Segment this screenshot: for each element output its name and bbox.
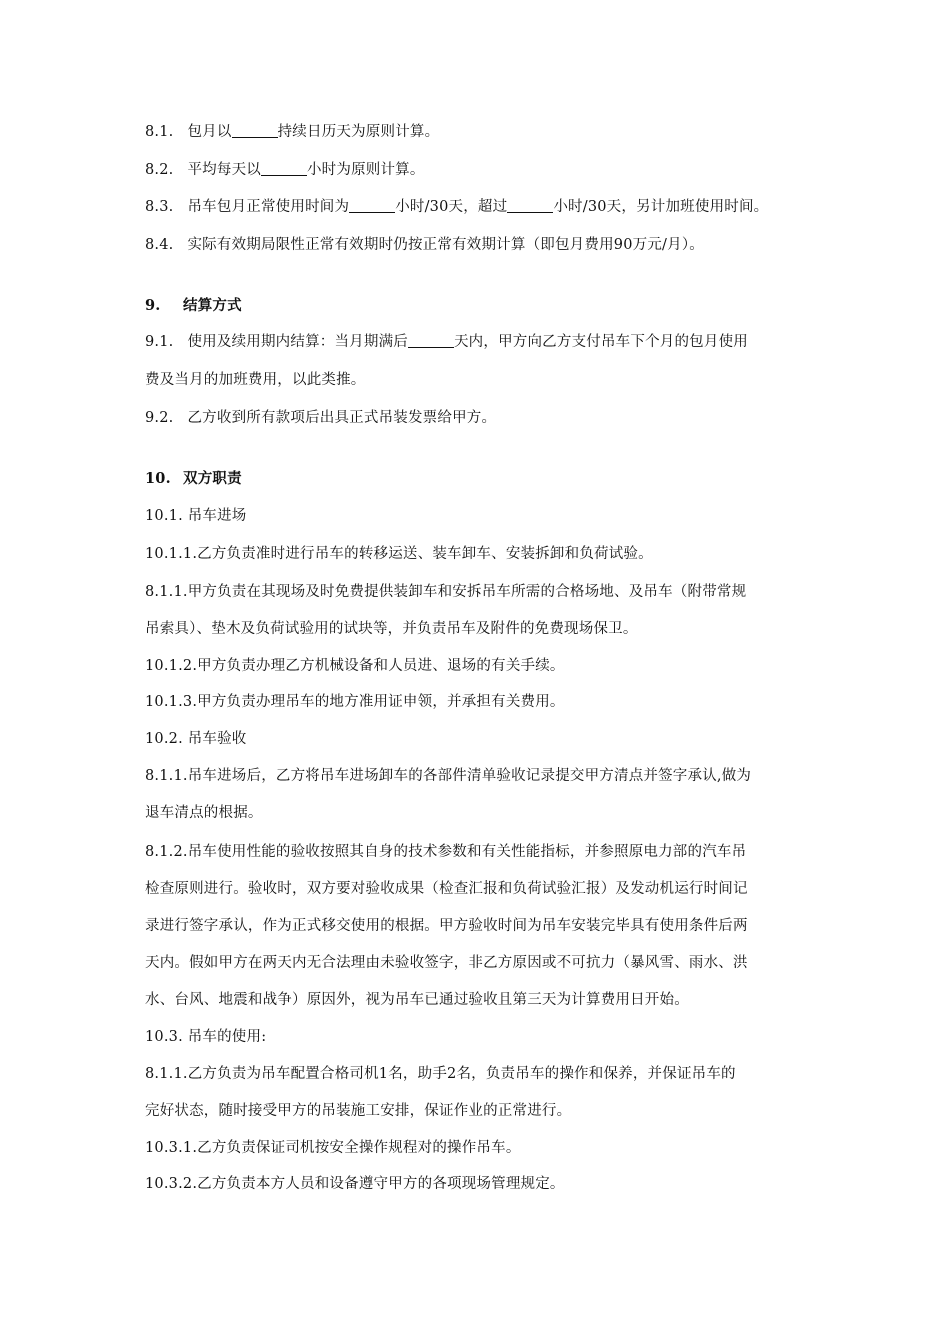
text-line: 10.1. 吊车进场 [145, 508, 247, 524]
text-line: 8.1.2.吊车使用性能的验收按照其自身的技术参数和有关性能指标，并参照原电力部的汽车吊 [145, 844, 747, 860]
section-title: 结算方式 [183, 297, 242, 314]
text-line: 10.3. 吊车的使用: [145, 1029, 267, 1045]
clause-9-1 [145, 332, 825, 352]
text-line: 10.1.1.乙方负责准时进行吊车的转移运送、装车卸车、安装拆卸和负荷试验。 [145, 546, 653, 562]
clause-8-1 [145, 122, 825, 142]
section-number: 10. [145, 470, 171, 487]
clause-text-post: 小时为原则计算。 [306, 162, 425, 178]
text-line: 8.1.1.吊车进场后，乙方将吊车进场卸车的各部件清单验收记录提交甲方清点并签字承认,做为 [145, 768, 752, 784]
clause-8-3 [145, 197, 825, 217]
text-line: 水、台风、地震和战争）原因外，视为吊车已通过验收且第三天为计算费用日开始。 [145, 992, 689, 1008]
text-line: 8.1.1.甲方负责在其现场及时免费提供装卸车和安拆吊车所需的合格场地、及吊车（附带常规 [145, 584, 747, 600]
section-number: 9. [145, 297, 161, 314]
text-line: 10.3.2.乙方负责本方人员和设备遵守甲方的各项现场管理规定。 [145, 1176, 565, 1192]
fill-in-blank [261, 161, 307, 176]
clause-8-2 [145, 160, 825, 180]
text-line: 10.1.2.甲方负责办理乙方机械设备和人员进、退场的有关手续。 [145, 658, 565, 674]
section-9-heading [145, 296, 825, 316]
text-line: 8.1.1.乙方负责为吊车配置合格司机1名，助手2名，负责吊车的操作和保养，并保证吊车的 [145, 1066, 736, 1082]
clause-9-1-continued [145, 370, 825, 390]
text-line: 检查原则进行。验收时，双方要对验收成果（检查汇报和负荷试验汇报）及发动机运行时间记 [145, 881, 748, 897]
clause-number: 8.1. [145, 124, 174, 140]
clause-8-4 [145, 235, 825, 255]
text-line: 10.2. 吊车验收 [145, 731, 247, 747]
text-line: 吊索具）、垫木及负荷试验用的试块等，并负责吊车及附件的免费现场保卫。 [145, 621, 638, 637]
clause-text-pre: 使用及续用期内结算：当月期满后 [187, 334, 408, 350]
clause-text-pre: 平均每天以 [187, 162, 261, 178]
text-line: 录进行签字承认，作为正式移交使用的根据。甲方验收时间为吊车安装完毕具有使用条件后两 [145, 918, 748, 934]
fill-in-blank [232, 123, 278, 138]
fill-in-blank [408, 333, 454, 348]
clause-text: 乙方收到所有款项后出具正式吊装发票给甲方。 [187, 410, 497, 426]
clause-9-2 [145, 408, 825, 428]
clause-number: 9.2. [145, 410, 174, 426]
fill-in-blank [507, 198, 553, 213]
fill-in-blank [349, 198, 395, 213]
clause-text-post: 小时/30天，另计加班使用时间。 [553, 199, 769, 215]
section-title: 双方职责 [183, 470, 242, 487]
clause-number: 8.4. [145, 237, 174, 253]
clause-text: 实际有效期局限性正常有效期时仍按正常有效期计算（即包月费用90万元/月）。 [187, 237, 704, 253]
clause-text: 费及当月的加班费用，以此类推。 [145, 372, 366, 388]
clause-text-mid: 小时/30天，超过 [395, 199, 508, 215]
section-10-heading [145, 469, 825, 489]
clause-number: 9.1. [145, 334, 174, 350]
clause-text-pre: 吊车包月正常使用时间为 [187, 199, 350, 215]
text-line: 天内。假如甲方在两天内无合法理由未验收签字，非乙方原因或不可抗力（暴风雪、雨水、洪 [145, 955, 748, 971]
clause-text-post: 持续日历天为原则计算。 [277, 124, 440, 140]
text-line: 10.1.3.甲方负责办理吊车的地方准用证申领，并承担有关费用。 [145, 694, 565, 710]
clause-text-pre: 包月以 [187, 124, 232, 140]
text-line: 退车清点的根据。 [145, 805, 263, 821]
clause-text-post: 天内，甲方向乙方支付吊车下个月的包月使用 [453, 334, 748, 350]
text-line: 完好状态，随时接受甲方的吊装施工安排，保证作业的正常进行。 [145, 1103, 572, 1119]
text-line: 10.3.1.乙方负责保证司机按安全操作规程对的操作吊车。 [145, 1140, 521, 1156]
clause-number: 8.2. [145, 162, 174, 178]
clause-number: 8.3. [145, 199, 174, 215]
